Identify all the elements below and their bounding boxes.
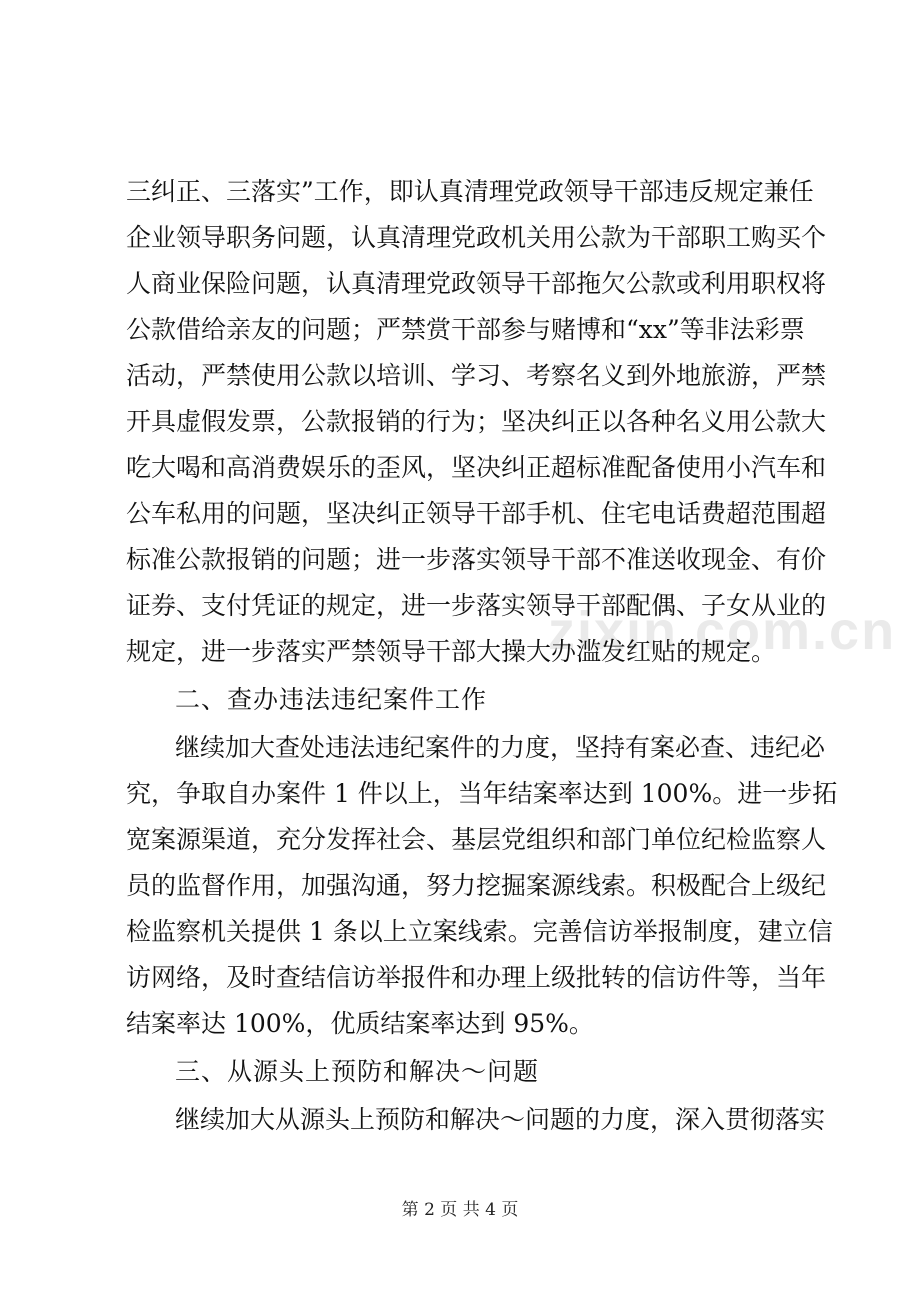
paragraph-line: 员的监督作用，加强沟通，努力挖掘案源线索。积极配合上级纪 xyxy=(126,871,827,900)
paragraph-line: 公车私用的问题，坚决纠正领导干部手机、住宅电话费超范围超 xyxy=(126,499,827,528)
paragraph-line: 标准公款报销的问题；进一步落实领导干部不准送收现金、有价 xyxy=(126,545,827,574)
paragraph-line: 继续加大查处违法违纪案件的力度，坚持有案必查、违纪必 xyxy=(175,733,826,762)
page-footer: 第 2 页 共 4 页 xyxy=(401,1200,519,1220)
paragraph-line: 人商业保险问题，认真清理党政领导干部拖欠公款或利用职权将 xyxy=(126,269,827,298)
section-heading: 二、查办违法违纪案件工作 xyxy=(175,685,488,714)
section-heading: 三、从源头上预防和解决～问题 xyxy=(175,1057,540,1086)
paragraph-line: 公款借给亲友的问题；严禁赏干部参与赌博和“xx”等非法彩票 xyxy=(126,315,805,344)
watermark: zixin.com.cn xyxy=(548,601,897,661)
paragraph-line: 访网络，及时查结信访举报件和办理上级批转的信访件等，当年 xyxy=(126,963,827,992)
paragraph-line: 结案率达 100%，优质结案率达到 95%。 xyxy=(126,1009,594,1038)
paragraph-line: 究，争取自办案件 1 件以上，当年结案率达到 100%。进一步拓 xyxy=(126,779,838,808)
paragraph-line: 规定，进一步落实严禁领导干部大操大办滥发红贴的规定。 xyxy=(126,637,777,666)
paragraph-line: 检监察机关提供 1 条以上立案线索。完善信访举报制度，建立信 xyxy=(126,917,833,946)
paragraph-line: 企业领导职务问题，认真清理党政机关用公款为干部职工购买个 xyxy=(126,223,827,252)
paragraph-line: 吃大喝和高消费娱乐的歪风，坚决纠正超标准配备使用小汽车和 xyxy=(126,453,827,482)
paragraph-line: 开具虚假发票，公款报销的行为；坚决纠正以各种名义用公款大 xyxy=(126,407,827,436)
paragraph-line: 继续加大从源头上预防和解决～问题的力度，深入贯彻落实 xyxy=(175,1105,826,1134)
paragraph-line: 活动，严禁使用公款以培训、学习、考察名义到外地旅游，严禁 xyxy=(126,361,827,390)
paragraph-line: 证券、支付凭证的规定，进一步落实领导干部配偶、子女从业的 xyxy=(126,591,827,620)
paragraph-line: 三纠正、三落实”工作，即认真清理党政领导干部违反规定兼任 xyxy=(126,177,814,206)
paragraph-line: 宽案源渠道，充分发挥社会、基层党组织和部门单位纪检监察人 xyxy=(126,825,827,854)
